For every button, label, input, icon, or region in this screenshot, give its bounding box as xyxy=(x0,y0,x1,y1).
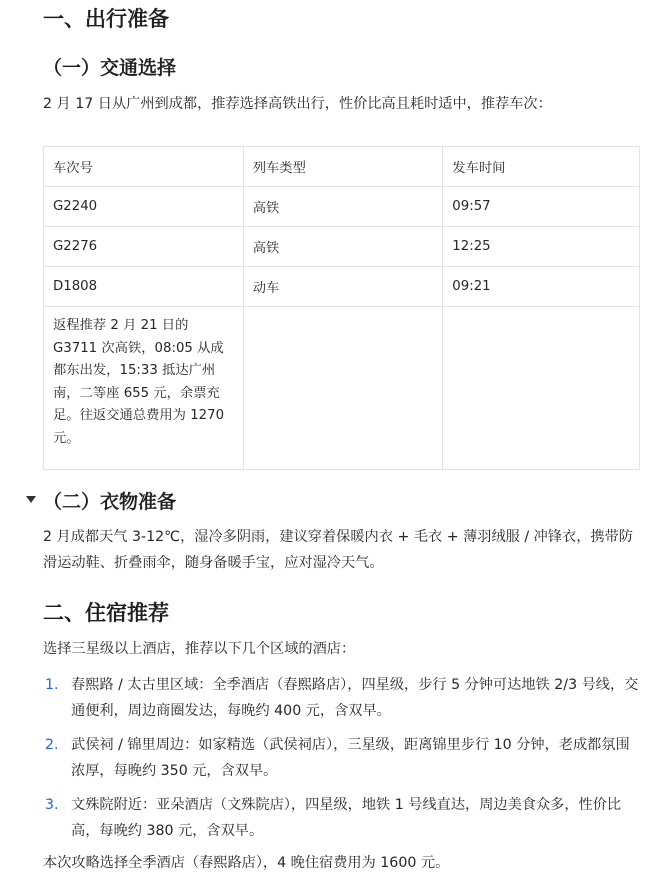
train-table xyxy=(43,146,640,470)
table-note-row xyxy=(44,307,640,470)
subsection-title-clothing: （二）衣物准备 xyxy=(43,491,177,513)
collapse-caret-icon[interactable] xyxy=(26,496,36,503)
return-trip-note: 返程推荐 2 月 21 日的 G3711 次高铁，08:05 从成都东出发，15:33 抵达广州南，二等座 655 元，余票充足。往返交通总费用为 1270 元。 xyxy=(44,307,244,470)
subsection-title-transport: （一）交通选择 xyxy=(43,57,177,79)
section-title-accommodation: 二、住宿推荐 xyxy=(43,601,169,625)
table-cell: 12:25 xyxy=(443,227,640,267)
list-item xyxy=(43,793,643,844)
transport-intro: 2 月 17 日从广州到成都，推荐选择高铁出行，性价比高且耗时适中，推荐车次： xyxy=(43,96,552,112)
table-cell: 09:57 xyxy=(443,187,640,227)
list-item-text: 文殊院附近：亚朵酒店（文殊院店），四星级，地铁 1 号线直达，周边美食众多，性价比高，每晚约 380 元，含双早。 xyxy=(71,797,622,839)
table-header-cell: 列车类型 xyxy=(243,147,443,187)
list-item-text: 春熙路 / 太古里区域：全季酒店（春熙路店），四星级，步行 5 分钟可达地铁 2/3 号线，交通便利，周边商圈发达，每晚约 400 元，含双早。 xyxy=(71,677,639,719)
list-number: 3. xyxy=(45,797,59,813)
section-title-travel-prep: 一、出行准备 xyxy=(43,7,169,31)
table-header-cell: 车次号 xyxy=(44,147,244,187)
table-row xyxy=(44,187,640,227)
table-cell: 高铁 xyxy=(243,227,443,267)
table-row xyxy=(44,267,640,307)
list-number: 1. xyxy=(45,677,59,693)
list-number: 2. xyxy=(45,737,59,753)
table-cell: G2276 xyxy=(44,227,244,267)
table-cell: 高铁 xyxy=(243,187,443,227)
table-header-row xyxy=(44,147,640,187)
table-cell: 09:21 xyxy=(443,267,640,307)
list-item xyxy=(43,673,643,724)
accommodation-intro: 选择三星级以上酒店，推荐以下几个区域的酒店： xyxy=(43,641,356,657)
table-cell-empty xyxy=(243,307,443,470)
hotel-list xyxy=(43,673,643,853)
table-cell: 动车 xyxy=(243,267,443,307)
table-row xyxy=(44,227,640,267)
table-cell: D1808 xyxy=(44,267,244,307)
list-item xyxy=(43,733,643,784)
list-item-text: 武侯祠 / 锦里周边：如家精选（武侯祠店），三星级，距离锦里步行 10 分钟，老成都氛围浓厚，每晚约 350 元，含双早。 xyxy=(71,737,630,779)
table-cell: G2240 xyxy=(44,187,244,227)
table-cell-empty xyxy=(443,307,640,470)
clothing-text: 2 月成都天气 3-12℃，湿冷多阴雨，建议穿着保暖内衣 + 毛衣 + 薄羽绒服 / 冲锋衣，携带防滑运动鞋、折叠雨伞，随身备暖手宝，应对湿冷天气。 xyxy=(43,529,633,571)
table-header-cell: 发车时间 xyxy=(443,147,640,187)
accommodation-summary: 本次攻略选择全季酒店（春熙路店），4 晚住宿费用为 1600 元。 xyxy=(43,855,450,871)
